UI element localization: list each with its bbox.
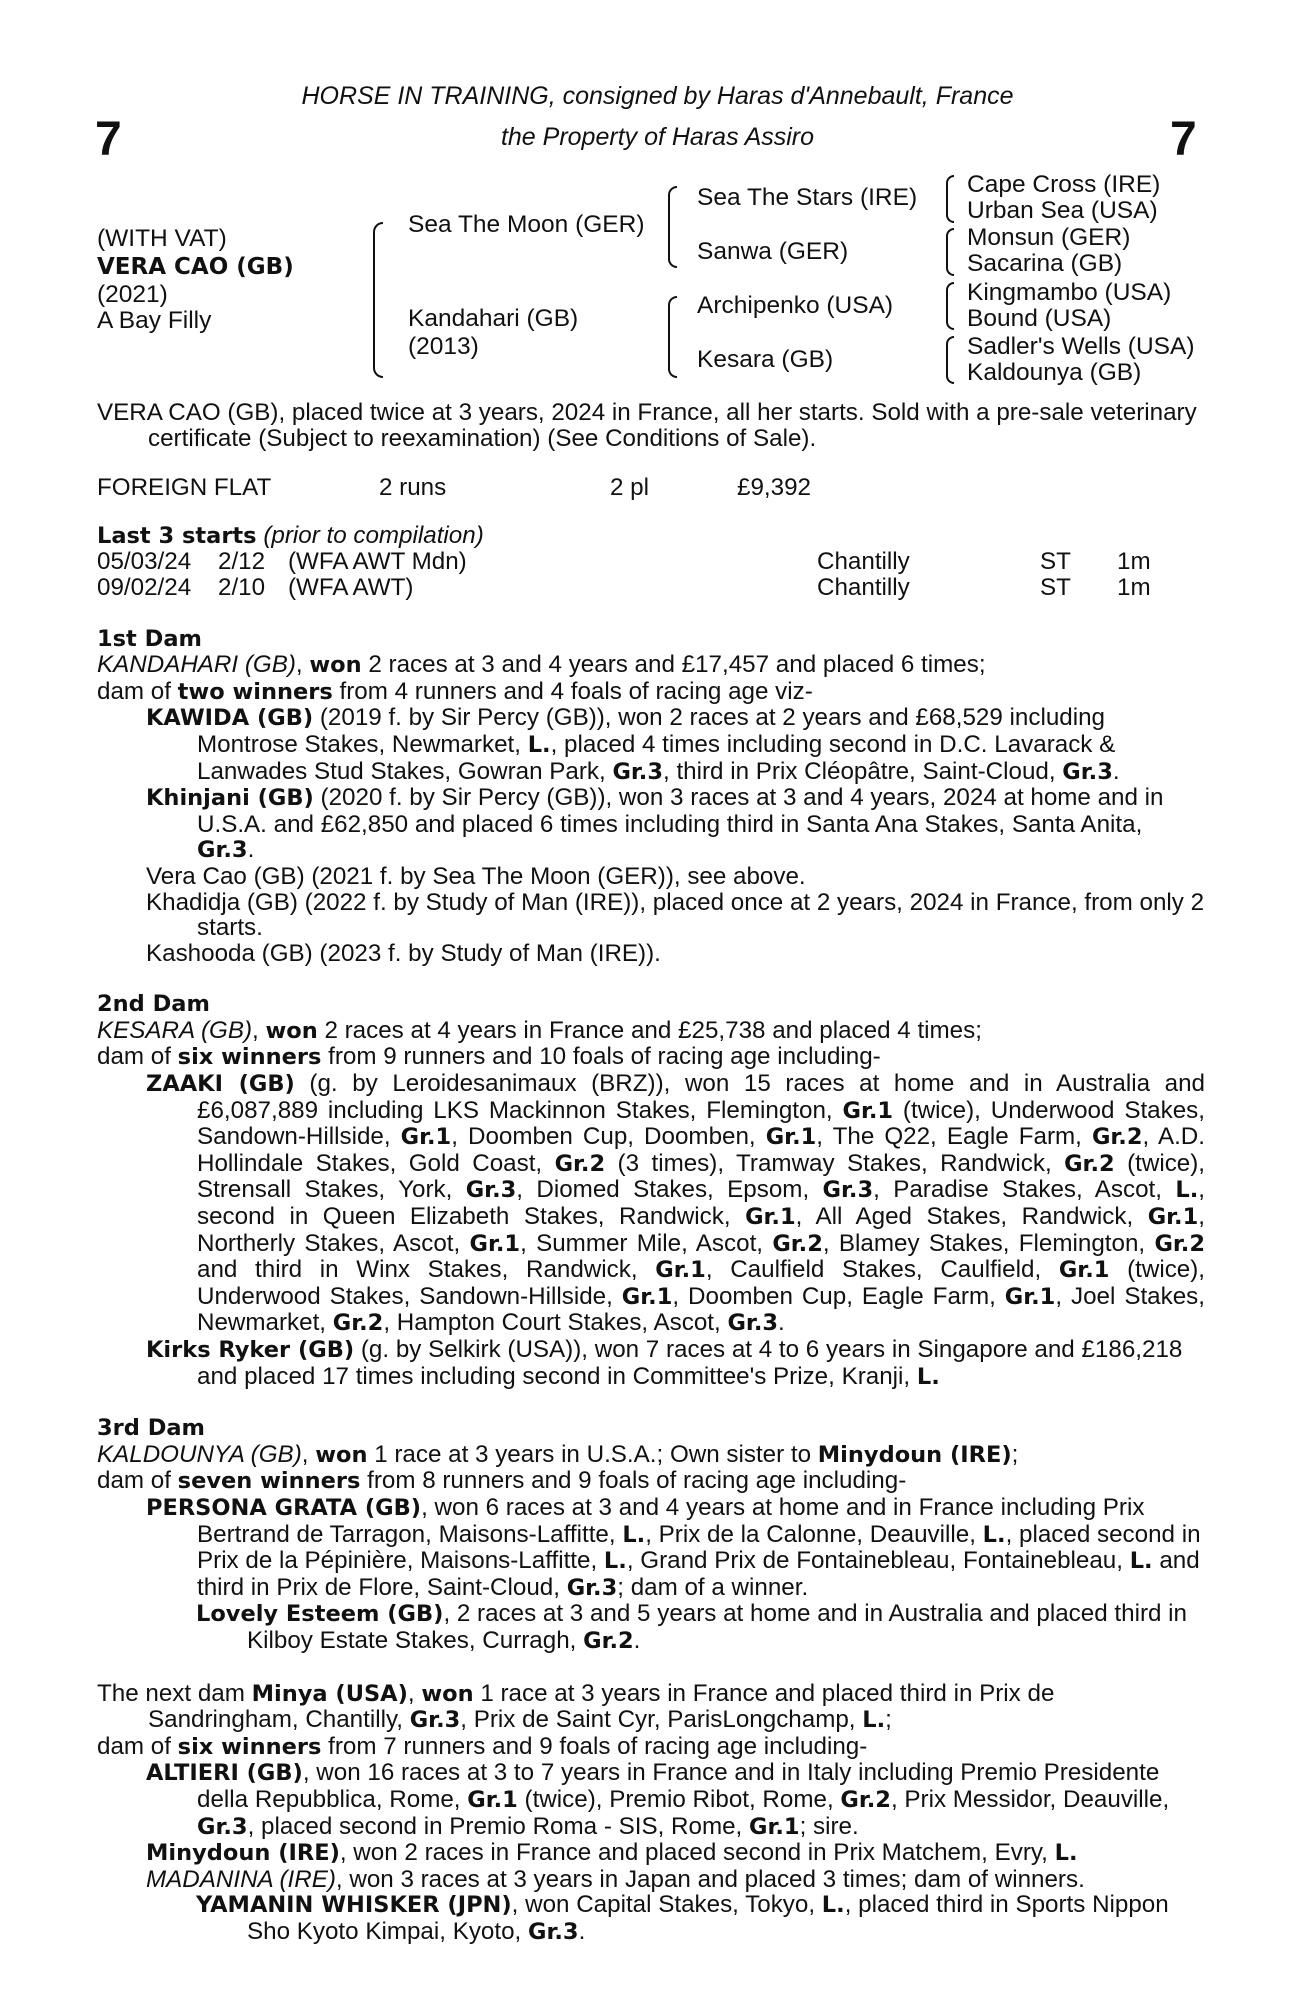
produce-kawida xyxy=(97,705,1205,785)
ggp-4: Sacarina (GB) xyxy=(967,250,1123,277)
yamanin-text: . xyxy=(578,1917,586,1945)
start-course: Chantilly xyxy=(817,548,910,576)
produce-text: from 7 runners and 9 foals of racing age including- xyxy=(321,1732,868,1760)
record-runs: 2 runs xyxy=(379,474,447,502)
start-position: 2/12 xyxy=(218,548,266,576)
zaaki-text: , Summer Mile, Ascot, xyxy=(520,1229,773,1257)
second-dam-heading: 2nd Dam xyxy=(97,991,210,1018)
grade-badge: Gr.2 xyxy=(1064,1150,1115,1177)
horse-lovely-esteem: Lovely Esteem (GB) xyxy=(196,1601,444,1628)
produce-text: from 4 runners and 4 foals of racing age viz- xyxy=(332,677,813,705)
start-distance: 1m xyxy=(1117,573,1151,601)
start-going: ST xyxy=(1040,548,1071,576)
lovely-text: . xyxy=(633,1626,641,1654)
horse-description: A Bay Filly xyxy=(97,307,212,334)
won-label: won xyxy=(421,1680,474,1707)
grade-badge: Gr.1 xyxy=(765,1124,817,1151)
third-dam-record-text: 1 race at 3 years in U.S.A.; Own sister to xyxy=(367,1440,818,1468)
third-dam-name: KALDOUNYA (GB) xyxy=(97,1440,302,1468)
produce-text: from 8 runners and 9 foals of racing age including- xyxy=(360,1467,907,1495)
third-dam-record: KALDOUNYA (GB), won 1 race at 3 years in U.S.A.; Own sister to Minydoun (IRE); xyxy=(97,1440,1019,1468)
record-end: ; xyxy=(1011,1440,1019,1468)
grade-badge: Gr.2 xyxy=(1154,1230,1205,1257)
next-dam-text: , Prix de Saint Cyr, ParisLongchamp, xyxy=(460,1706,863,1734)
zaaki-text: , Paradise Stakes, Ascot, xyxy=(873,1176,1176,1204)
grade-badge: Gr.3 xyxy=(197,837,248,864)
khinjani-text-2: . xyxy=(247,836,255,864)
consignment-line: HORSE IN TRAINING, consigned by Haras d'Annebault, France xyxy=(301,82,1014,110)
zaaki-text: , The Q22, Eagle Farm, xyxy=(816,1123,1092,1151)
grade-badge: Gr.2 xyxy=(1091,1124,1143,1151)
ggp-6: Bound (USA) xyxy=(967,305,1112,332)
horse-year: (2021) xyxy=(97,281,168,308)
zaaki-text: , Joel Stakes, Newmarket, xyxy=(197,1282,1205,1337)
grade-badge: L. xyxy=(916,1363,940,1390)
grade-badge: Gr.1 xyxy=(749,1813,800,1840)
ggp-7: Sadler's Wells (USA) xyxy=(967,333,1195,360)
kawida-text-2: , placed 4 times including second in D.C. Lavarack & Lanwades Stud Stakes, Gowran Park, xyxy=(197,730,1116,785)
grade-badge: Gr.1 xyxy=(469,1230,521,1257)
start-course: Chantilly xyxy=(817,573,910,601)
grade-badge: Gr.1 xyxy=(655,1257,706,1284)
produce-lovely-esteem xyxy=(97,1601,1205,1654)
yamanin-text: , placed third in Sports Nippon Sho Kyoto Kimpai, Kyoto, xyxy=(247,1891,1169,1945)
grade-badge: Gr.3 xyxy=(566,1574,618,1601)
zaaki-text: (twice), Underwood Stakes, Sandown-Hillside, xyxy=(197,1096,1205,1151)
dam-name: Kandahari (GB) xyxy=(408,305,579,332)
grade-badge: L. xyxy=(622,1521,646,1548)
second-dam-record: KESARA (GB), won 2 races at 4 years in France and £25,738 and placed 4 times; xyxy=(97,1016,982,1044)
second-dam-produce-summary xyxy=(97,1044,1205,1071)
zaaki-text: , Caulfield Stakes, Caulfield, xyxy=(705,1256,1059,1284)
produce-altieri xyxy=(97,1760,1205,1840)
grade-badge: Gr.1 xyxy=(1147,1204,1199,1231)
pedigree-brace-ggp2 xyxy=(946,228,954,276)
record-placings: 2 pl xyxy=(610,474,649,502)
grade-badge: Gr.3 xyxy=(409,1707,461,1734)
produce-yamanin-whisker xyxy=(97,1892,1205,1945)
yamanin-text: , won Capital Stakes, Tokyo, xyxy=(511,1891,822,1919)
dam-year: (2013) xyxy=(408,333,479,360)
zaaki-text: , A.D. Hollindale Stakes, Gold Coast, xyxy=(197,1123,1205,1177)
zaaki-text: (g. by Leroidesanimaux (BRZ)), won 15 races at home and in Australia and £6,087,889 including LKS Mackinnon Stakes, Flemington, xyxy=(197,1070,1205,1124)
grade-badge: Gr.3 xyxy=(528,1918,579,1945)
grade-badge: L. xyxy=(862,1707,886,1734)
start-race: (WFA AWT Mdn) xyxy=(288,548,467,576)
next-dam-intro: The next dam xyxy=(97,1679,252,1707)
next-dam-name: Minya (USA) xyxy=(251,1680,408,1707)
horse-kirks-ryker: Kirks Ryker (GB) xyxy=(146,1337,355,1363)
zaaki-text: , Doomben Cup, Eagle Farm, xyxy=(672,1282,1005,1310)
pedigree-brace-ggp3 xyxy=(946,282,954,330)
horse-name: VERA CAO (GB) xyxy=(97,254,294,280)
altieri-text: , placed second in Premio Roma - SIS, Rome, xyxy=(247,1812,749,1840)
zaaki-text: , Doomben Cup, Doomben, xyxy=(451,1123,766,1151)
zaaki-text: , Diomed Stakes, Epsom, xyxy=(516,1176,823,1204)
last-starts-heading xyxy=(97,523,1205,550)
first-dam-record: KANDAHARI (GB), won 2 races at 3 and 4 years and £17,457 and placed 6 times; xyxy=(97,651,986,679)
grade-badge: Gr.1 xyxy=(1058,1257,1110,1284)
grade-badge: Gr.2 xyxy=(840,1786,891,1813)
next-dam-record: The next dam Minya (USA), won 1 race at 3 years in France and placed third in Prix de Sandringham, Chantilly, Gr.3, Prix de Saint Cyr, ParisLongchamp, L.; xyxy=(97,1679,1055,1734)
minydoun-text: , won 2 races in France and placed second in Prix Matchem, Evry, xyxy=(339,1839,1055,1867)
persona-text: and third in Prix de Flore, Saint-Cloud, xyxy=(197,1547,1200,1601)
sister-name: Minydoun (IRE) xyxy=(817,1441,1012,1468)
start-distance: 1m xyxy=(1117,548,1151,576)
zaaki-text: , Blamey Stakes, Flemington, xyxy=(822,1229,1155,1257)
ggp-2: Urban Sea (USA) xyxy=(967,197,1158,224)
zaaki-text: , All Aged Stakes, Randwick, xyxy=(795,1203,1148,1231)
start-date: 09/02/24 xyxy=(97,573,192,601)
pedigree-brace-ggp4 xyxy=(946,336,954,384)
second-dam-name: KESARA (GB) xyxy=(97,1016,253,1044)
produce-minydoun xyxy=(97,1840,1205,1867)
grade-badge: L. xyxy=(1129,1548,1153,1575)
sire-name: Sea The Moon (GER) xyxy=(408,211,645,238)
catalogue-body xyxy=(97,400,1205,1945)
produce-persona-grata xyxy=(97,1495,1205,1601)
start-going: ST xyxy=(1040,573,1071,601)
produce-kirks-ryker xyxy=(97,1337,1205,1390)
start-date: 05/03/24 xyxy=(97,548,192,576)
kawida-text-3: , third in Prix Cléopâtre, Saint-Cloud, xyxy=(663,757,1063,785)
zaaki-text: (3 times), Tramway Stakes, Randwick, xyxy=(605,1149,1065,1177)
vat-note: (WITH VAT) xyxy=(97,225,227,252)
grade-badge: L. xyxy=(603,1548,627,1575)
dam-dam-name: Kesara (GB) xyxy=(697,346,834,373)
madanina-text: , won 3 races at 3 years in Japan and placed 3 times; dam of winners. xyxy=(335,1865,1085,1893)
grade-badge: L. xyxy=(527,731,551,758)
horse-persona-grata: PERSONA GRATA (GB) xyxy=(146,1494,422,1521)
pedigree-brace-ggp1 xyxy=(946,175,954,223)
persona-text: ; dam of a winner. xyxy=(617,1573,809,1601)
record-end: ; xyxy=(885,1706,892,1734)
zaaki-text: , second in Queen Elizabeth Stakes, Randwick, xyxy=(197,1176,1205,1231)
last-starts-note: (prior to compilation) xyxy=(263,521,484,549)
khinjani-text-1: (2020 f. by Sir Percy (GB)), won 3 races at 3 and 4 years, 2024 at home and in U.S.A. and £62,850 and placed 6 times including third in Santa Ana Stakes, Santa Anita, xyxy=(197,784,1164,838)
second-dam-record-text: 2 races at 4 years in France and £25,738 and placed 4 times; xyxy=(317,1016,982,1044)
start-row-2 xyxy=(97,575,1205,601)
produce-madanina xyxy=(97,1867,1205,1893)
won-label: won xyxy=(309,652,362,679)
produce-kashooda: Kashooda (GB) (2023 f. by Study of Man (IRE)). xyxy=(146,939,661,967)
first-dam-heading: 1st Dam xyxy=(97,625,202,652)
altieri-text: (twice), Premio Ribot, Rome, xyxy=(517,1785,841,1813)
winners-count: seven winners xyxy=(177,1468,361,1495)
lot-number-left: 7 xyxy=(95,113,122,166)
horse-khinjani: Khinjani (GB) xyxy=(146,785,314,812)
grade-badge: Gr.1 xyxy=(467,1786,518,1813)
start-row-1 xyxy=(97,549,1205,575)
grade-badge: Gr.3 xyxy=(612,758,664,785)
lot-number-right: 7 xyxy=(1170,113,1197,166)
grade-badge: Gr.1 xyxy=(400,1124,452,1151)
ggp-8: Kaldounya (GB) xyxy=(967,359,1142,386)
grade-badge: Gr.2 xyxy=(583,1627,634,1654)
third-dam-produce-summary xyxy=(97,1468,1205,1495)
horse-minydoun: Minydoun (IRE) xyxy=(146,1840,340,1867)
horse-kawida: KAWIDA (GB) xyxy=(146,705,314,732)
grade-badge: Gr.2 xyxy=(772,1230,823,1257)
grade-badge: Gr.3 xyxy=(822,1177,874,1204)
pedigree-brace-dam xyxy=(668,296,677,378)
kirks-text: (g. by Selkirk (USA)), won 7 races at 4 to 6 years in Singapore and £186,218 and placed 17 times including second in Committee's Prize, Kranji, xyxy=(197,1336,1183,1390)
grade-badge: Gr.1 xyxy=(621,1283,673,1310)
next-dam-produce-summary xyxy=(97,1734,1205,1761)
kawida-text-1: (2019 f. by Sir Percy (GB)), won 2 races at 2 years and £68,529 including Montrose Stakes, Newmarket, xyxy=(197,704,1106,758)
persona-text: , Prix de la Calonne, Deauville, xyxy=(645,1520,983,1548)
race-record-row xyxy=(97,475,1205,501)
grade-badge: Gr.1 xyxy=(745,1204,796,1231)
won-label: won xyxy=(315,1441,368,1468)
grade-badge: Gr.3 xyxy=(465,1177,517,1204)
grade-badge: L. xyxy=(1054,1840,1078,1867)
last-starts-title: Last 3 starts xyxy=(97,522,257,549)
zaaki-text: (twice), Strensall Stakes, York, xyxy=(197,1149,1206,1204)
sire-dam-name: Sanwa (GER) xyxy=(697,238,849,265)
winners-count: two winners xyxy=(177,678,333,705)
produce-text: from 9 runners and 10 foals of racing age including- xyxy=(321,1043,881,1071)
grade-badge: Gr.2 xyxy=(332,1310,384,1337)
altieri-text: ; sire. xyxy=(799,1812,859,1840)
grade-badge: Gr.2 xyxy=(554,1150,606,1177)
zaaki-text: . xyxy=(778,1309,785,1337)
property-line: the Property of Haras Assiro xyxy=(500,123,815,151)
grade-badge: Gr.1 xyxy=(1004,1283,1056,1310)
grade-badge: Gr.3 xyxy=(197,1813,248,1840)
won-label: won xyxy=(265,1017,318,1044)
produce-khadidja: Khadidja (GB) (2022 f. by Study of Man (IRE)), placed once at 2 years, 2024 in France, from only 2 starts. xyxy=(146,888,1205,942)
pedigree-brace-main xyxy=(373,222,383,378)
zaaki-text: , Northerly Stakes, Ascot, xyxy=(197,1203,1205,1257)
produce-khinjani xyxy=(97,785,1205,864)
intro-line2: veterinary certificate (Subject to reexamination) (See Conditions of Sale). xyxy=(148,399,1197,452)
sire-sire-name: Sea The Stars (IRE) xyxy=(697,184,918,211)
grade-badge: Gr.1 xyxy=(842,1097,894,1124)
horse-madanina: MADANINA (IRE) xyxy=(146,1865,336,1893)
altieri-text: , Prix Messidor, Deauville, xyxy=(890,1785,1170,1813)
ggp-1: Cape Cross (IRE) xyxy=(967,171,1161,198)
winners-count: six winners xyxy=(177,1733,322,1760)
produce-zaaki xyxy=(97,1071,1205,1337)
record-label: FOREIGN FLAT xyxy=(97,474,272,502)
record-earnings: £9,392 xyxy=(737,474,811,502)
dam-of-label: dam of xyxy=(97,1043,178,1071)
zaaki-text: (twice), Underwood Stakes, Sandown-Hillside, xyxy=(197,1256,1206,1310)
pedigree-brace-sire xyxy=(668,186,677,268)
persona-text: , won 6 races at 3 and 4 years at home and in France including Prix Bertrand de Tarragon, Maisons-Laffitte, xyxy=(197,1493,1145,1548)
first-dam-name: KANDAHARI (GB) xyxy=(97,651,296,679)
grade-badge: L. xyxy=(1175,1177,1199,1204)
zaaki-text: and third in Winx Stakes, Randwick, xyxy=(197,1256,656,1284)
persona-text: , placed second in Prix de la Pépinière, Maisons-Laffitte, xyxy=(197,1520,1201,1575)
horse-yamanin-whisker: YAMANIN WHISKER (JPN) xyxy=(196,1892,512,1919)
dam-of-label: dam of xyxy=(97,1732,178,1760)
ggp-3: Monsun (GER) xyxy=(967,224,1131,251)
start-position: 2/10 xyxy=(218,573,266,601)
third-dam-heading: 3rd Dam xyxy=(97,1415,205,1442)
winners-count: six winners xyxy=(177,1044,322,1071)
intro-paragraph xyxy=(97,400,1205,451)
persona-text: , Grand Prix de Fontainebleau, Fontainebleau, xyxy=(626,1547,1130,1575)
grade-badge: L. xyxy=(821,1892,845,1919)
produce-vera-cao: Vera Cao (GB) (2021 f. by Sea The Moon (GER)), see above. xyxy=(146,862,806,890)
lovely-text: , 2 races at 3 and 5 years at home and in Australia and placed third in Kilboy Estate Stakes, Curragh, xyxy=(247,1600,1187,1654)
first-dam-produce-summary xyxy=(97,679,1205,706)
dam-of-label: dam of xyxy=(97,1467,178,1495)
horse-altieri: ALTIERI (GB) xyxy=(146,1760,303,1787)
zaaki-text: , Hampton Court Stakes, Ascot, xyxy=(383,1309,728,1337)
dam-of-label: dam of xyxy=(97,677,178,705)
ggp-5: Kingmambo (USA) xyxy=(967,279,1172,306)
altieri-text: , won 16 races at 3 to 7 years in France and in Italy including Premio Presidente della Repubblica, Rome, xyxy=(197,1759,1160,1813)
grade-badge: Gr.3 xyxy=(727,1310,779,1337)
grade-badge: Gr.3 xyxy=(1062,758,1113,785)
horse-zaaki: ZAAKI (GB) xyxy=(146,1071,295,1098)
first-dam-record-text: 2 races at 3 and 4 years and £17,457 and placed 6 times; xyxy=(361,651,986,679)
start-race: (WFA AWT) xyxy=(288,573,414,601)
next-dam-text: 1 race at 3 years in France and placed third in Prix de Sandringham, Chantilly, xyxy=(148,1679,1055,1734)
dam-sire-name: Archipenko (USA) xyxy=(697,292,894,319)
grade-badge: L. xyxy=(982,1521,1006,1548)
intro-line1: VERA CAO (GB), placed twice at 3 years, 2024 in France, all her starts. Sold with a pre-sale xyxy=(97,399,1084,426)
kawida-text-4: . xyxy=(1112,757,1120,785)
